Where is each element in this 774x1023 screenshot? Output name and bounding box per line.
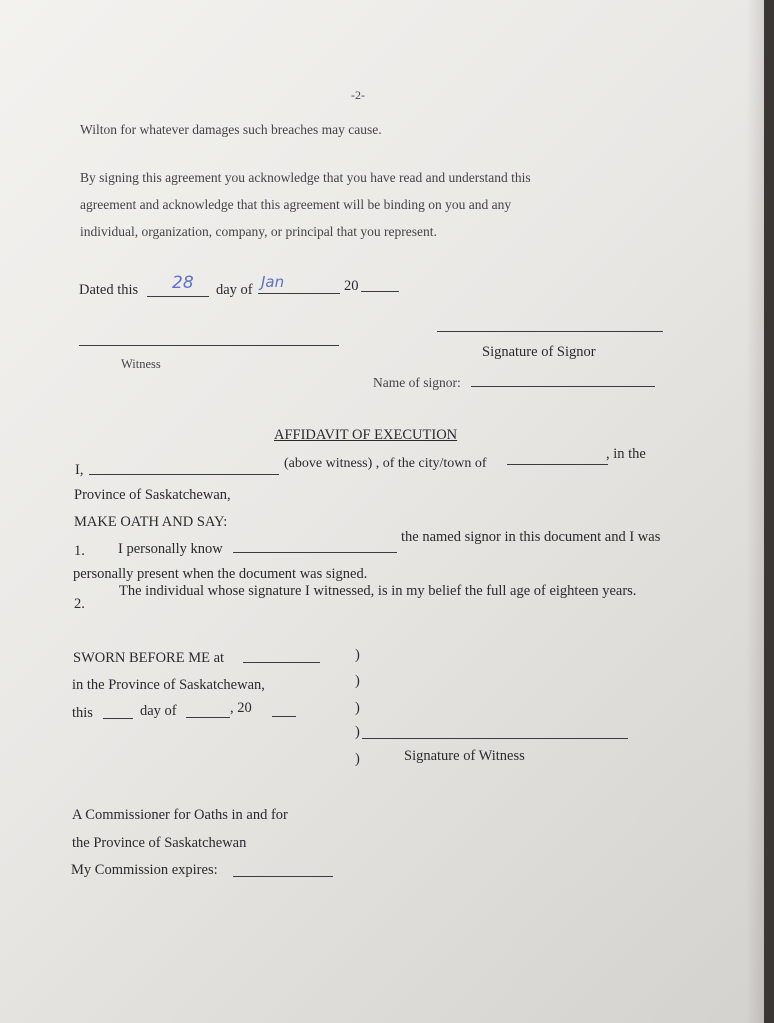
- item1-number: 1.: [74, 543, 85, 559]
- page-edge-shadow: [746, 0, 764, 1023]
- item1-continuation: personally present when the document was signed.: [73, 566, 368, 582]
- city-town-line: [507, 464, 608, 465]
- bracket-paren-5: ): [355, 751, 360, 767]
- paragraph-acknowledge-line1: By signing this agreement you acknowledge that you have read and understand this: [80, 170, 531, 185]
- commissioner-line1: A Commissioner for Oaths in and for: [72, 807, 288, 823]
- item1-rest: the named signor in this document and I was: [401, 529, 661, 545]
- item2-text: The individual whose signature I witnessed, is in my belief the full age of eighteen years.: [119, 583, 637, 599]
- sworn-location-line: [243, 662, 320, 663]
- bracket-paren-1: ): [355, 647, 360, 663]
- witness-label: Witness: [121, 357, 161, 371]
- sworn-day-of: day of: [140, 703, 177, 719]
- paragraph-damages: Wilton for whatever damages such breaches may cause.: [80, 122, 382, 137]
- commission-expires-line: [233, 876, 333, 877]
- in-the-text: , in the: [606, 446, 646, 462]
- sworn-this: this: [72, 705, 93, 721]
- year-blank: [361, 291, 399, 292]
- bracket-paren-3: ): [355, 700, 360, 716]
- sworn-before-me: SWORN BEFORE ME at: [73, 650, 225, 666]
- handwritten-month: Jan: [261, 273, 285, 291]
- bracket-paren-4: ): [355, 724, 360, 740]
- page-number: -2-: [351, 88, 365, 102]
- commissioner-line2: the Province of Saskatchewan: [72, 835, 247, 851]
- month-blank: [258, 293, 340, 294]
- witness-signature-line: [79, 345, 339, 346]
- affidavit-i-label: I,: [75, 462, 84, 478]
- bracket-paren-2: ): [355, 673, 360, 689]
- handwritten-day: 28: [172, 273, 194, 293]
- province-text: Province of Saskatchewan,: [74, 487, 231, 503]
- known-signor-line: [233, 552, 397, 553]
- sworn-year: , 20: [230, 700, 252, 716]
- name-of-signor-line: [471, 386, 655, 387]
- day-blank: [147, 296, 209, 297]
- affidavit-title: AFFIDAVIT OF EXECUTION: [274, 427, 458, 443]
- make-oath-text: MAKE OATH AND SAY:: [74, 514, 228, 530]
- name-of-signor-label: Name of signor:: [373, 375, 461, 390]
- year-prefix: 20: [344, 278, 359, 294]
- item2-number: 2.: [74, 596, 85, 612]
- signature-of-witness-label: Signature of Witness: [404, 748, 525, 764]
- witness-signature-line-2: [362, 738, 628, 739]
- sworn-year-line: [272, 716, 296, 717]
- paragraph-acknowledge-line2: agreement and acknowledge that this agreement will be binding on you and any: [80, 197, 512, 212]
- paragraph-acknowledge-line3: individual, organization, company, or principal that you represent.: [80, 224, 437, 239]
- commission-expires: My Commission expires:: [71, 862, 218, 878]
- day-of-label: day of: [216, 282, 253, 298]
- signor-label: Signature of Signor: [482, 344, 596, 360]
- affiant-name-line: [89, 474, 279, 475]
- sworn-month-line: [186, 717, 230, 718]
- dated-label: Dated this: [79, 282, 139, 298]
- sworn-province: in the Province of Saskatchewan,: [72, 677, 265, 693]
- item1-text: I personally know: [118, 541, 223, 557]
- above-witness-text: (above witness) , of the city/town of: [284, 456, 487, 471]
- signor-signature-line: [437, 331, 663, 332]
- sworn-day-line: [103, 718, 133, 719]
